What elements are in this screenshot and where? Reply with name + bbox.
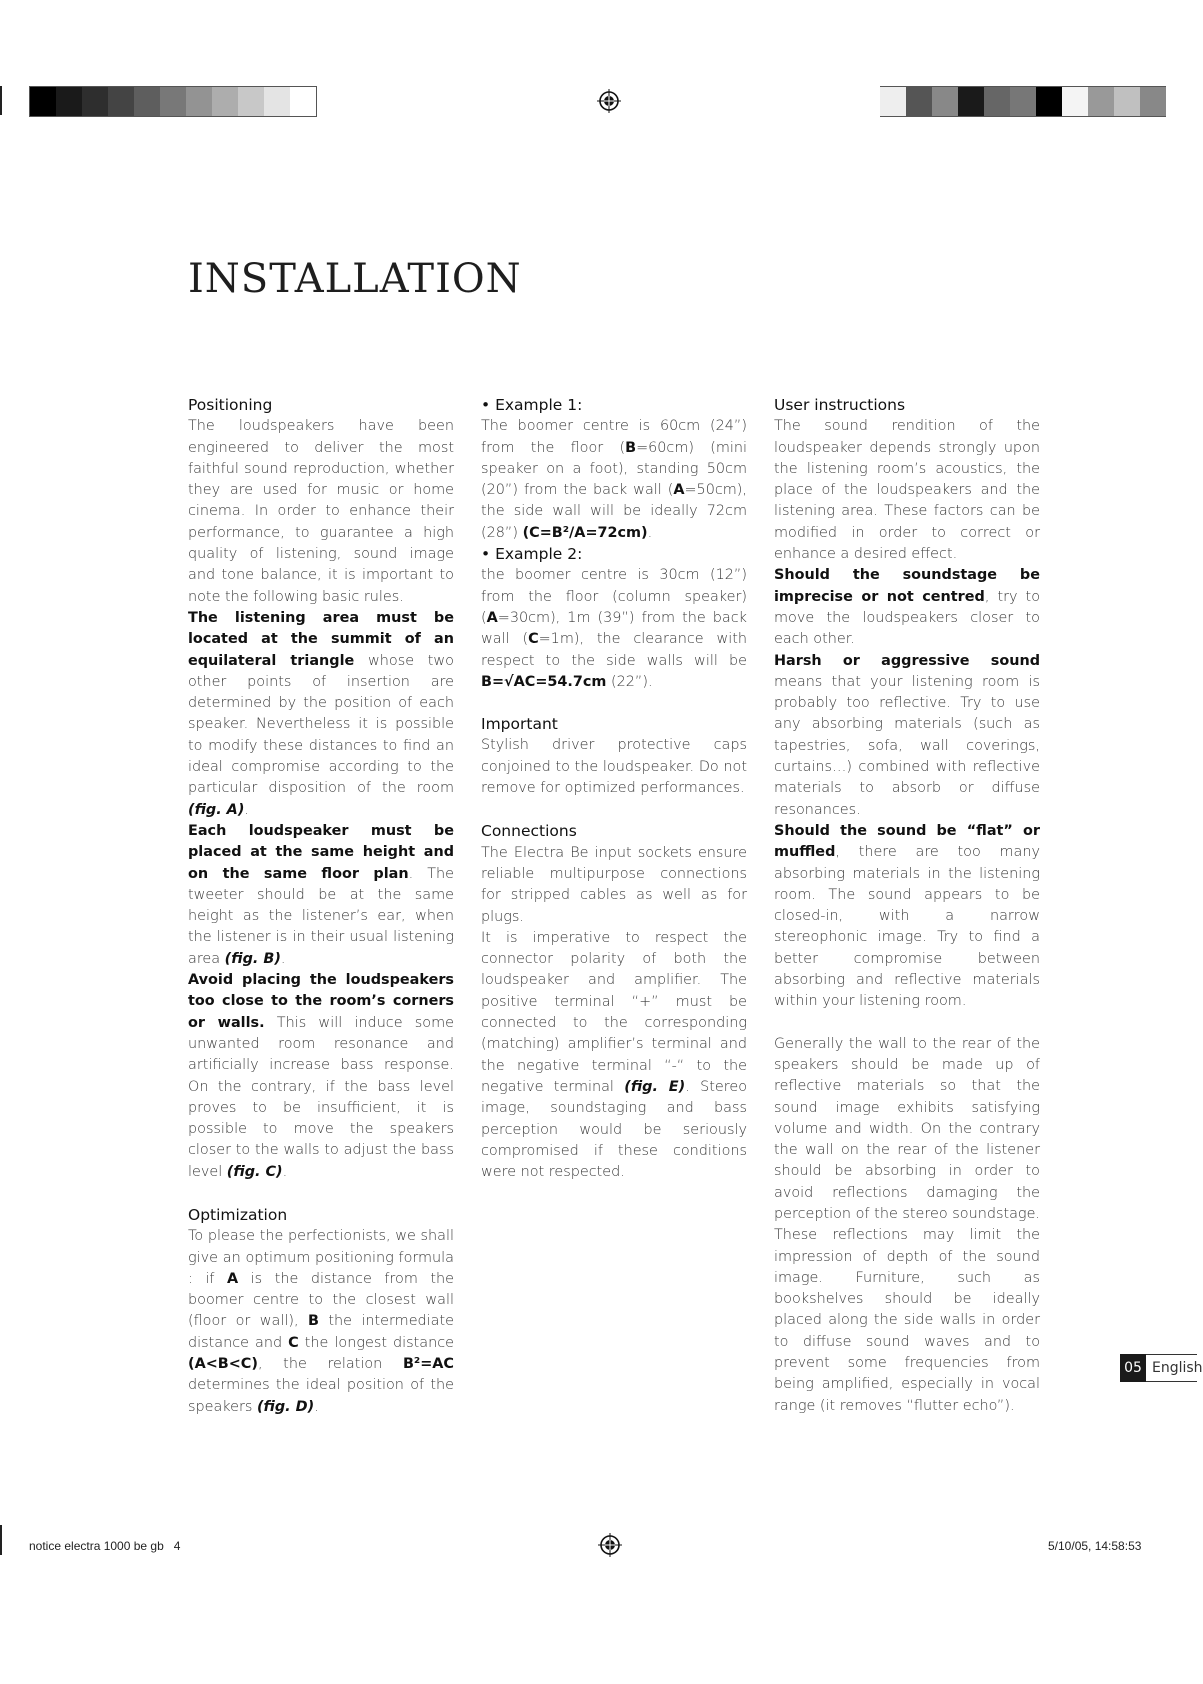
harsh-sound-tip: Harsh or aggressive sound means that your listening room is probably too reflective. Try to use any absorbing materials (such as tapestries, sofa, wall coverings, curtains…) combined with reflective materials to absorb or diffuse resonances. — [774, 652, 1040, 818]
example-1-text: The boomer centre is 60cm (24”) from the floor (B=60cm) (mini speaker on a foot), standing 50cm (20”) from the back wall (A=50cm), the side wall will be ideally 72cm (28”) (C=B²/A=72cm). — [481, 418, 747, 541]
corners-rule: Avoid placing the loudspeakers too close to the room’s corners or walls. This will induce some unwanted room resonance and artificially increase bass response. On the contrary, if the bass level proves to be insufficient, it is possible to move the speakers closer to the walls to adjust the bass level (fig. C). — [188, 972, 454, 1180]
color-swatch — [186, 87, 212, 116]
column-right — [774, 395, 1040, 1417]
example-2-heading: • Example 2: — [481, 545, 583, 564]
column-middle — [481, 395, 747, 1183]
footer-timestamp: 5/10/05, 14:58:53 — [1048, 1539, 1142, 1553]
color-swatch — [1062, 87, 1088, 116]
page-number-tab — [1120, 1354, 1203, 1382]
important-text: Stylish driver protective caps conjoined to the loudspeaker. Do not remove for optimized performances. — [481, 737, 747, 797]
color-swatch — [984, 87, 1010, 116]
color-swatch — [958, 87, 984, 116]
color-calibration-strip-right — [880, 86, 1166, 117]
color-swatch — [1010, 87, 1036, 116]
height-rule: Each loudspeaker must be placed at the same height and on the same floor plan. The tweeter should be at the same height as the listener’s ear, when the listener is in their usual listening area (fig. B). — [188, 822, 454, 967]
color-calibration-strip-left — [29, 86, 317, 117]
color-swatch — [264, 87, 290, 116]
color-swatch — [1088, 87, 1114, 116]
color-swatch — [212, 87, 238, 116]
color-swatch — [238, 87, 264, 116]
listening-area-rule: The listening area must be located at the summit of an equilateral triangle whose two other points of insertion are determined by the position of each speaker. Nevertheless it is possible to modify these distances to find an ideal compromise according to the particular disposition of the room (fig. A). — [188, 609, 454, 818]
connections-heading: Connections — [481, 822, 577, 841]
example-2-text: the boomer centre is 30cm (12”) from the floor (column speaker) (A=30cm), 1m (39”) from the back wall (C=1m), the clearance with respect to the side walls will be B=√AC=54.7cm (22”). — [481, 567, 747, 690]
registration-mark-top — [597, 89, 621, 113]
connections-text-2: It is imperative to respect the connector polarity of both the loudspeaker and amplifier. The positive terminal “+” must be connected to the corresponding (matching) amplifier’s terminal and the negative terminal “-“ to the negative terminal (fig. E). Stereo image, soundstaging and bass perception would be seriously compromised if these conditions were not respected. — [481, 929, 747, 1181]
color-swatch — [290, 87, 316, 116]
optimization-text: To please the perfectionists, we shall give an optimum positioning formula : if A is the distance from the boomer centre to the closest wall (floor or wall), B the intermediate distance and C the longest distance (A<B<C), the relation B²=AC determines the ideal position of the speakers (fig. D). — [188, 1228, 455, 1415]
color-swatch — [108, 87, 134, 116]
color-swatch — [134, 87, 160, 116]
optimization-heading: Optimization — [188, 1205, 288, 1224]
color-swatch — [1036, 87, 1062, 116]
footer-file-info: notice electra 1000 be gb 4 — [29, 1539, 181, 1553]
positioning-heading: Positioning — [188, 396, 273, 414]
important-heading: Important — [481, 715, 558, 734]
flat-sound-tip: Should the sound be “flat” or muffled, there are too many absorbing materials in the listening room. The sound appears to be closed-in, with a narrow stereophonic image. Try to find a better compromise between absorbing and reflective materials within your listening room. — [774, 822, 1040, 1010]
registration-mark-bottom — [598, 1533, 622, 1557]
color-swatch — [56, 87, 82, 116]
walls-advice: Generally the wall to the rear of the speakers should be made up of reflective materials so that the sound image exhibits satisfying volume and width. On the contrary the wall on the rear of the listener should be absorbing in order to avoid reflections damaging the perception of the stereo soundstage. These reflections may limit the impression of depth of the sound image. Furniture, such as bookshelves should be ideally placed along the side walls in order to diffuse sound waves and to prevent some frequencies from being amplified, especially in vocal range (it removes “flutter echo”). — [774, 1035, 1040, 1414]
color-swatch — [1140, 87, 1166, 116]
connections-text-1: The Electra Be input sockets ensure reliable multipurpose connections for stripped cables as well as for plugs. — [481, 844, 747, 925]
color-swatch — [906, 87, 932, 116]
crop-mark-bottom-left — [0, 1525, 2, 1555]
color-swatch — [82, 87, 108, 116]
example-1-heading: • Example 1: — [481, 396, 583, 414]
color-swatch — [1114, 87, 1140, 116]
color-swatch — [160, 87, 186, 116]
color-swatch — [880, 87, 906, 116]
color-swatch — [932, 87, 958, 116]
user-instructions-heading: User instructions — [774, 396, 906, 414]
crop-mark-top-left — [0, 86, 2, 115]
language-label: English — [1146, 1354, 1197, 1382]
page-number: 05 — [1120, 1354, 1146, 1382]
positioning-intro: The loudspeakers have been engineered to deliver the most faithful sound reproduction, whether they are used for music or home cinema. In order to enhance their performance, to guarantee a high quality of listening, sound image and tone balance, it is important to note the following basic rules. — [188, 418, 454, 605]
soundstage-tip: Should the soundstage be imprecise or not centred, try to move the loudspeakers closer to each other. — [774, 567, 1040, 648]
page-title: INSTALLATION — [188, 256, 522, 302]
column-left — [188, 395, 454, 1418]
color-swatch — [30, 87, 56, 116]
user-instructions-intro: The sound rendition of the loudspeaker depends strongly upon the listening room’s acoustics, the place of the loudspeakers and the listening area. These factors can be modified in order to correct or enhance a desired effect. — [774, 418, 1040, 563]
